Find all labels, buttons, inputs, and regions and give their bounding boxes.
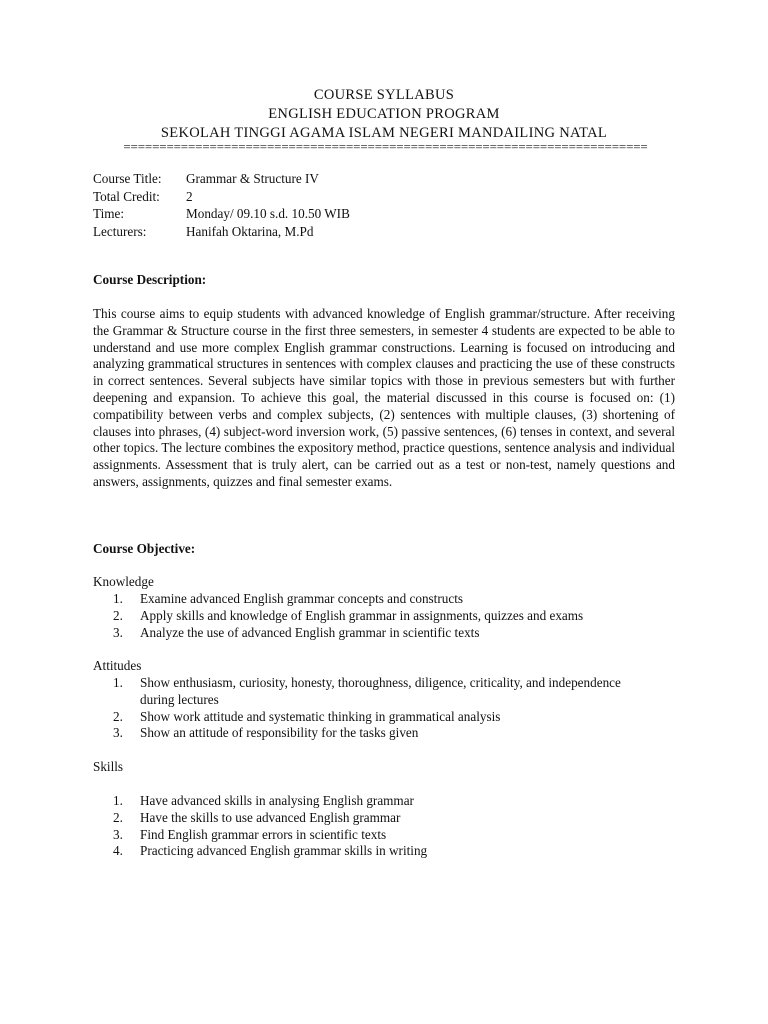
list-number: 3.: [113, 624, 123, 640]
list-number: 1.: [113, 793, 123, 808]
list-text: Apply skills and knowledge of English grammar in assignments, quizzes and exams: [140, 607, 584, 623]
course-title-value: Grammar & Structure IV: [186, 171, 319, 186]
time-value: Monday/ 09.10 s.d. 10.50 WIB: [186, 206, 350, 221]
list-text: Have the skills to use advanced English grammar: [140, 809, 401, 825]
header-divider: =========================================================================: [123, 139, 648, 154]
time-label: Time:: [93, 206, 125, 221]
list-text: Find English grammar errors in scientific texts: [140, 826, 387, 842]
info-row-lecturers: [93, 224, 350, 242]
course-objective-heading: Course Objective:: [93, 541, 196, 556]
lecturers-label: Lecturers:: [93, 223, 147, 239]
list-number: 1.: [113, 591, 123, 606]
course-title-label: Course Title:: [93, 171, 162, 186]
header-line-syllabus: COURSE SYLLABUS: [313, 87, 455, 103]
knowledge-label: Knowledge: [93, 574, 154, 589]
list-item: [93, 625, 675, 642]
list-number: 2.: [113, 809, 123, 825]
knowledge-list: [93, 591, 675, 641]
info-row-title: [93, 171, 350, 189]
list-item: [93, 843, 675, 860]
list-text: Have advanced skills in analysing English grammar: [140, 793, 414, 808]
attitudes-label: Attitudes: [93, 658, 142, 673]
list-item: [93, 709, 633, 726]
attitudes-list: [93, 675, 633, 742]
credit-label: Total Credit:: [93, 188, 160, 204]
course-description-heading: Course Description:: [93, 272, 207, 287]
list-item: [93, 725, 633, 742]
skills-list: [93, 793, 675, 860]
document-header: [0, 86, 768, 143]
list-number: 3.: [113, 725, 123, 741]
list-text: Practicing advanced English grammar skills in writing: [140, 843, 428, 859]
list-number: 1.: [113, 675, 123, 690]
skills-label: Skills: [93, 759, 124, 774]
credit-value: 2: [186, 188, 193, 204]
list-text: Show enthusiasm, curiosity, honesty, thoroughness, diligence, criticality, and independence during lectures: [140, 675, 621, 707]
header-line-program: ENGLISH EDUCATION PROGRAM: [268, 106, 500, 122]
list-item: [93, 827, 675, 844]
list-item: [93, 793, 675, 810]
info-row-time: [93, 206, 350, 224]
list-number: 2.: [113, 708, 123, 724]
list-number: 3.: [113, 826, 123, 842]
list-number: 2.: [113, 607, 123, 623]
list-item: [93, 591, 675, 608]
course-description-text: This course aims to equip students with advanced knowledge of English grammar/structure. After receiving the Grammar & Structure course in the first three semesters, in semester 4 students are expected to be able to understand and use more complex English grammar constructions. Learning is focused on introducing and analyzing grammatical structures in sentences with complex clauses and practicing the use of these constructs in correct sentences. Several subjects have similar topics with those in previous semesters but with further deepening and expansion. To achieve this goal, the material discussed in this course is focused on: (1) compatibility between verbs and complex subjects, (2) sentences with multiple clauses, (3) shortening of clauses into phrases, (4) subject-word inversion work, (5) passive sentences, (6) tenses in context, and several other topics. The lecture combines the expository method, practice questions, sentence analysis and individual assignments. Assessment that is truly alert, can be carried out as a test or non-test, namely questions and answers, assignments, quizzes and final semester exams.: [93, 306, 675, 489]
list-item: [93, 608, 675, 625]
list-text: Show work attitude and systematic thinking in grammatical analysis: [140, 708, 501, 724]
list-item: [93, 675, 633, 709]
list-text: Examine advanced English grammar concepts and constructs: [140, 591, 463, 606]
course-info: [93, 171, 350, 241]
lecturers-value: Hanifah Oktarina, M.Pd: [186, 223, 314, 239]
list-item: [93, 810, 675, 827]
list-text: Analyze the use of advanced English grammar in scientific texts: [140, 624, 480, 640]
list-text: Show an attitude of responsibility for the tasks given: [140, 725, 419, 741]
list-number: 4.: [113, 843, 123, 859]
header-line-institution: SEKOLAH TINGGI AGAMA ISLAM NEGERI MANDAILING NATAL: [160, 125, 608, 141]
info-row-credit: [93, 189, 350, 207]
